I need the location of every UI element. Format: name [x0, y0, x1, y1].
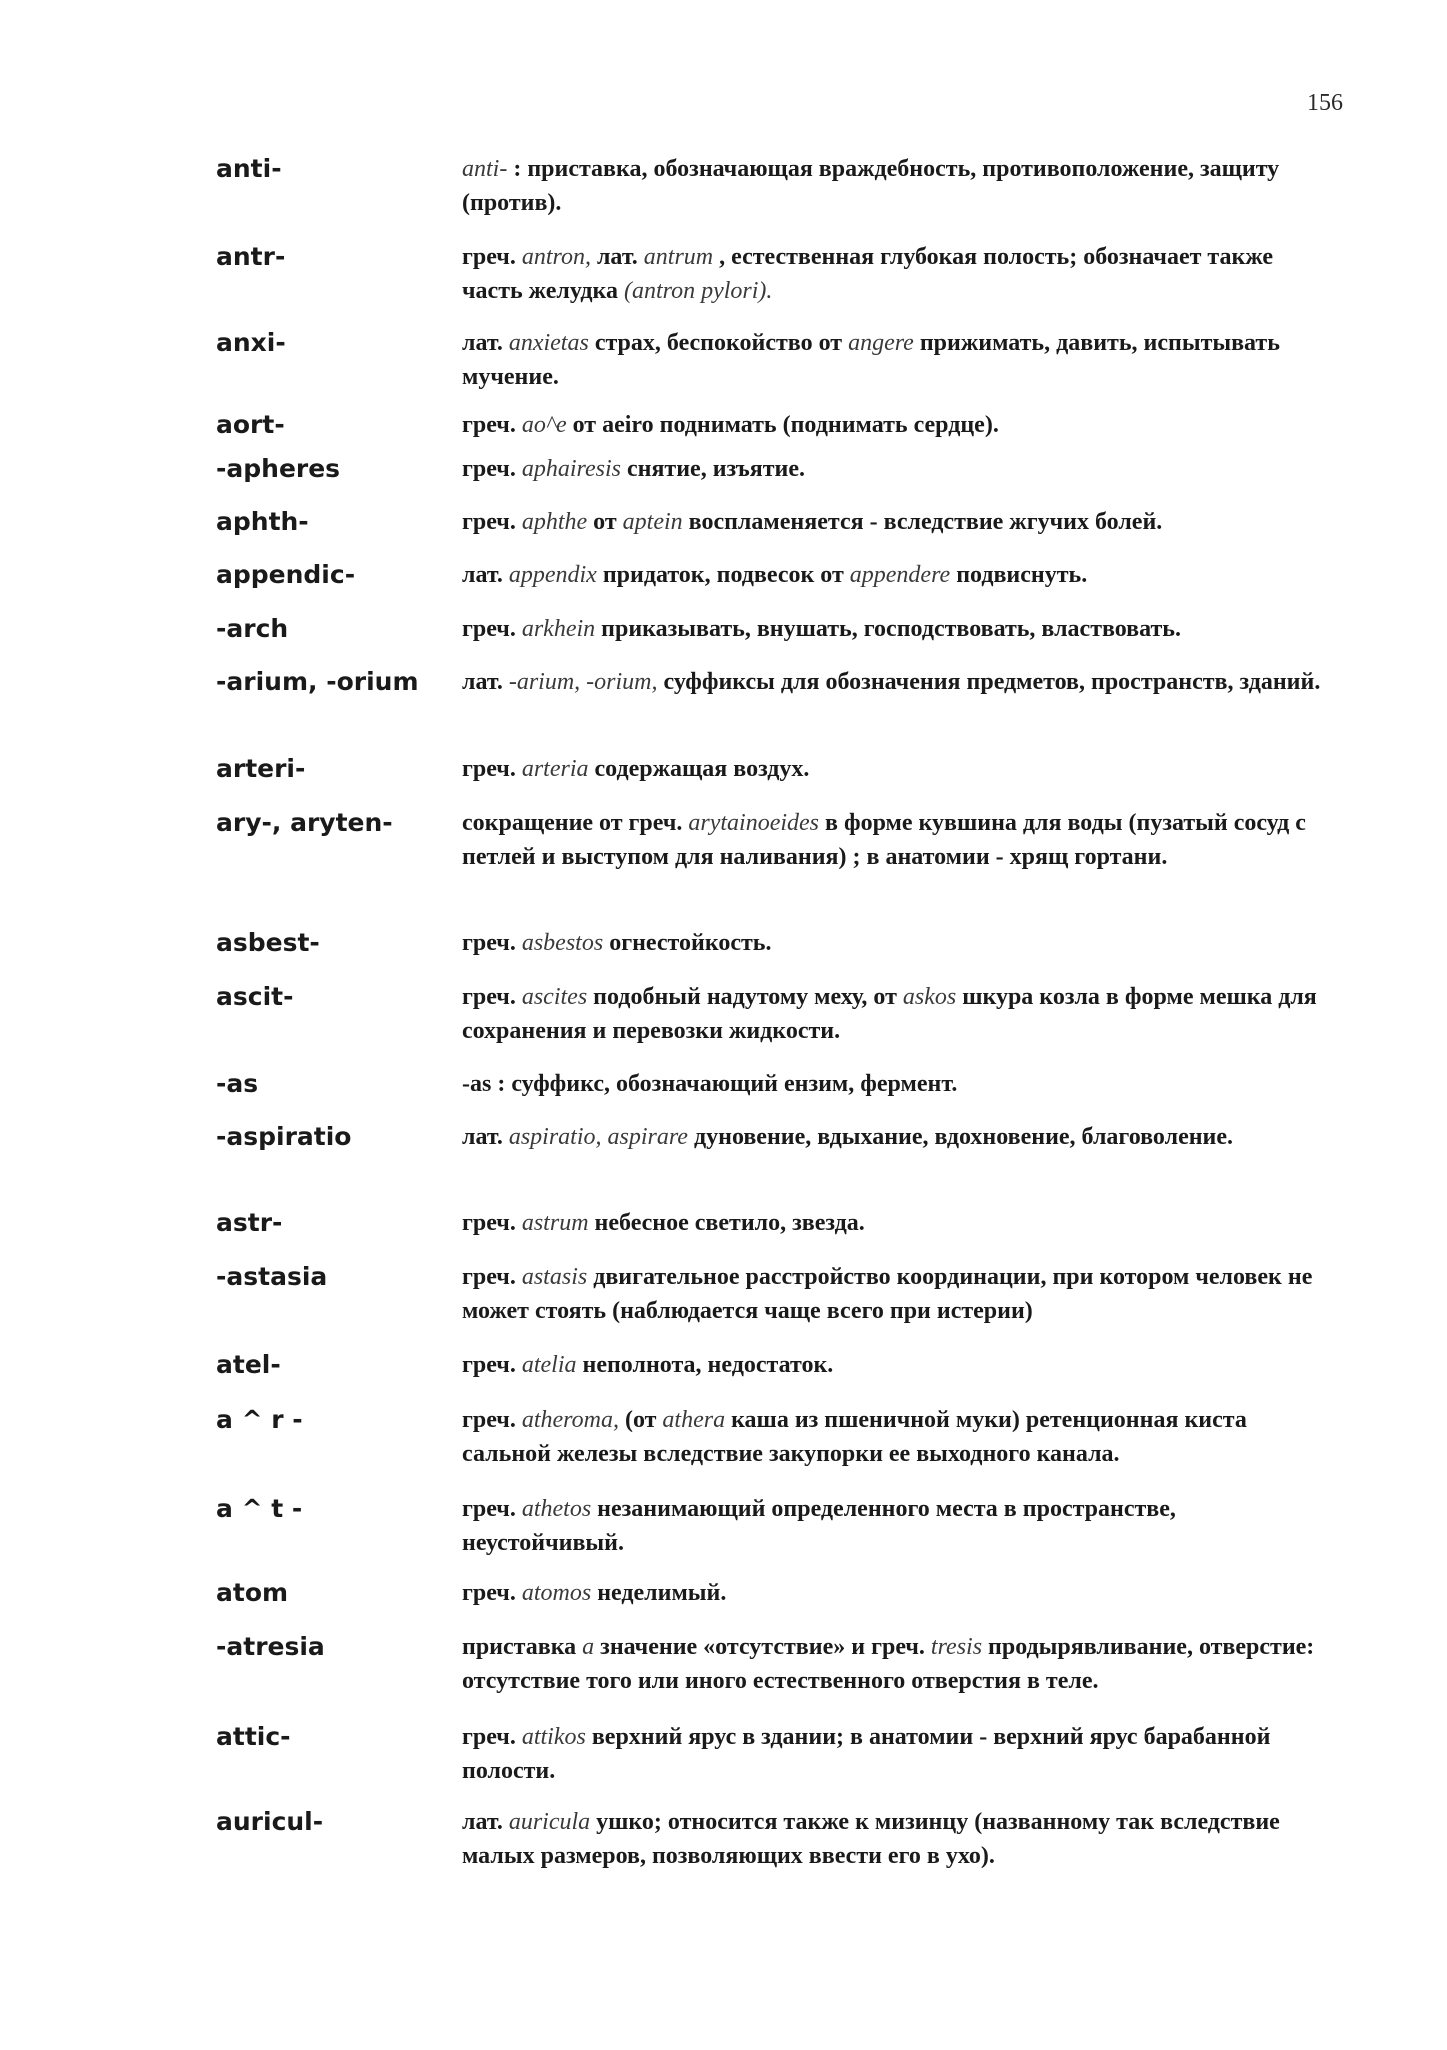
definition-text: в форме кувшина для воды (пузатый сосуд с петлей и выступом для наливания) ; в анатомии - хрящ гортани. [462, 810, 1306, 870]
definition-text: незанимающий определенного места в пространстве, неустойчивый. [462, 1496, 1176, 1556]
entry-term: asbest- [216, 928, 320, 957]
entry-term: -atresia [216, 1632, 325, 1661]
entry-definition [462, 408, 1326, 442]
entry-definition [462, 1805, 1326, 1873]
definition-text: воспламеняется - вследствие жгучих болей. [682, 509, 1163, 535]
entry-term: anxi- [216, 328, 286, 357]
definition-text: дуновение, вдыхание, вдохновение, благоволение. [687, 1124, 1234, 1150]
definition-italic-term: atomos [521, 1580, 592, 1606]
definition-italic-term: angere [848, 330, 914, 356]
definition-italic-term: asbestos [521, 930, 604, 956]
entry-definition [462, 1120, 1326, 1154]
definition-text: греч. [462, 616, 522, 642]
entry-definition [462, 558, 1326, 592]
entry-term: -arium, -orium [216, 667, 419, 696]
definition-text: греч. [462, 412, 522, 438]
definition-italic-term: arteria [521, 756, 589, 782]
definition-text: лат. [462, 669, 509, 695]
definition-text: лат. [462, 1809, 509, 1835]
definition-italic-term: arkhein [521, 616, 596, 642]
definition-text: греч. [462, 1210, 522, 1236]
definition-text: двигательное расстройство координации, при котором человек не может стоять (наблюдается чаще всего при истерии) [462, 1264, 1313, 1324]
entry-definition [462, 612, 1326, 646]
definition-italic-term: atelia [521, 1352, 577, 1378]
entry-definition [462, 1492, 1326, 1560]
definition-text: подвиснуть. [950, 562, 1088, 588]
definition-italic-term: aphthe [521, 509, 588, 535]
glossary-entry [216, 1576, 1326, 1610]
definition-text: от aeiro поднимать (поднимать сердце). [566, 412, 999, 438]
glossary-entry [216, 240, 1326, 308]
definition-text: греч. [462, 1724, 522, 1750]
definition-text: греч. [462, 509, 522, 535]
definition-text: греч. [462, 756, 522, 782]
definition-text: : приставка, обозначающая враждебность, противоположение, защиту (против). [462, 156, 1280, 216]
definition-italic-term: astasis [521, 1264, 588, 1290]
entry-definition [462, 1260, 1326, 1328]
entry-definition [462, 665, 1326, 699]
entry-term: arteri- [216, 754, 306, 783]
entry-term: atom [216, 1578, 289, 1607]
glossary-entry [216, 980, 1326, 1048]
entry-definition [462, 1348, 1326, 1382]
entry-term: a ^ t - [216, 1494, 303, 1523]
definition-text: приказывать, внушать, господствовать, властвовать. [595, 616, 1181, 642]
definition-text: -as : суффикс, обозначающий ензим, фермент. [462, 1071, 958, 1097]
entry-definition [462, 505, 1326, 539]
definition-text: небесное светило, звезда. [588, 1210, 865, 1236]
definition-text: греч. [462, 930, 522, 956]
entry-term: anti- [216, 154, 282, 183]
definition-text: придаток, подвесок от [596, 562, 850, 588]
definition-text: греч. [462, 1580, 522, 1606]
definition-italic-term: appendere [849, 562, 951, 588]
entry-term: a ^ r - [216, 1405, 303, 1434]
definition-italic-term: a [582, 1634, 595, 1660]
definition-text: лат. [590, 244, 644, 270]
entry-definition [462, 1403, 1326, 1471]
entry-term: antr- [216, 242, 286, 271]
entry-term: auricul- [216, 1807, 324, 1836]
definition-text: греч. [462, 1407, 522, 1433]
definition-text: от [587, 509, 623, 535]
glossary-entry [216, 926, 1326, 960]
definition-text: греч. [462, 984, 522, 1010]
definition-text: приставка [462, 1634, 583, 1660]
entry-definition [462, 1206, 1326, 1240]
glossary-entry [216, 1260, 1326, 1328]
definition-text: (от [618, 1407, 663, 1433]
definition-text: подобный надутому меху, от [587, 984, 903, 1010]
definition-text: прижимать, давить, испытывать мучение. [462, 330, 1280, 390]
definition-italic-term: athera [662, 1407, 726, 1433]
definition-italic-term: ascites [521, 984, 588, 1010]
entry-term: aort- [216, 410, 285, 439]
definition-italic-term: askos [902, 984, 957, 1010]
entry-term: -arch [216, 614, 289, 643]
glossary-entry [216, 612, 1326, 646]
glossary-entry [216, 1630, 1326, 1698]
definition-italic-term: tresis [930, 1634, 983, 1660]
definition-italic-term: anti- [462, 156, 508, 182]
definition-text: суффиксы для обозначения предметов, пространств, зданий. [657, 669, 1321, 695]
glossary-entry [216, 1206, 1326, 1240]
entry-term: astr- [216, 1208, 283, 1237]
definition-text: огнестойкость. [603, 930, 772, 956]
definition-text: лат. [462, 562, 509, 588]
definition-text: страх, беспокойство от [588, 330, 849, 356]
definition-text: продырявливание, отверстие: отсутствие того или иного естественного отверстия в теле. [462, 1634, 1315, 1694]
entry-definition [462, 926, 1326, 960]
definition-text: , естественная глубокая полость; обозначает также часть желудка [462, 244, 1274, 304]
glossary-entry [216, 452, 1326, 486]
entry-term: aphth- [216, 507, 309, 536]
definition-text: значение «отсутствие» и греч. [594, 1634, 931, 1660]
definition-italic-term: aphairesis [521, 456, 621, 482]
entry-definition [462, 452, 1326, 486]
definition-italic-term: appendix [508, 562, 597, 588]
definition-italic-term: anxietas [508, 330, 589, 356]
definition-italic-term: ao^e [521, 412, 567, 438]
glossary-entry [216, 1720, 1326, 1788]
definition-text: снятие, изъятие. [620, 456, 806, 482]
glossary-entry [216, 1348, 1326, 1382]
entry-term: -astasia [216, 1262, 328, 1291]
entry-term: -apheres [216, 454, 341, 483]
glossary-entry [216, 558, 1326, 592]
definition-italic-term: -arium, -orium, [508, 669, 658, 695]
glossary-entry [216, 1067, 1326, 1101]
glossary-entry [216, 505, 1326, 539]
glossary-entry [216, 1120, 1326, 1154]
entry-definition [462, 1630, 1326, 1698]
definition-text: сокращение от греч. [462, 810, 689, 836]
definition-text: ушко; относится также к мизинцу (названному так вследствие малых размеров, позволяющих ввести его в ухо). [462, 1809, 1280, 1869]
glossary-entry [216, 1403, 1326, 1471]
definition-text: неполнота, недостаток. [576, 1352, 834, 1378]
entry-definition [462, 752, 1326, 786]
glossary-entry [216, 752, 1326, 786]
entry-term: appendic- [216, 560, 356, 589]
glossary-entry [216, 326, 1326, 394]
entry-definition [462, 806, 1326, 874]
entry-definition [462, 1720, 1326, 1788]
glossary-entry [216, 1805, 1326, 1873]
entry-term: ascit- [216, 982, 294, 1011]
definition-text: греч. [462, 1352, 522, 1378]
definition-text: греч. [462, 1496, 522, 1522]
entry-definition [462, 326, 1326, 394]
definition-text: неделимый. [591, 1580, 727, 1606]
entry-definition [462, 1576, 1326, 1610]
definition-text: каша из пшеничной муки) ретенционная киста сальной железы вследствие закупорки ее выходного канала. [462, 1407, 1247, 1467]
glossary-entry [216, 665, 1326, 699]
entry-term: -aspiratio [216, 1122, 352, 1151]
definition-italic-term: (antron pylori). [623, 278, 773, 304]
entry-definition [462, 1067, 1326, 1101]
definition-italic-term: aptein [622, 509, 683, 535]
page-number: 156 [1307, 90, 1343, 116]
entry-term: -as [216, 1069, 259, 1098]
glossary-entry [216, 152, 1326, 220]
definition-text: шкура козла в форме мешка для сохранения и перевозки жидкости. [462, 984, 1317, 1044]
definition-text: греч. [462, 1264, 522, 1290]
definition-italic-term: astrum [521, 1210, 589, 1236]
definition-italic-term: antrum [643, 244, 714, 270]
glossary-entry [216, 408, 1326, 442]
definition-italic-term: aspiratio, aspirare [508, 1124, 688, 1150]
definition-italic-term: arytainoeides [688, 810, 819, 836]
definition-text: греч. [462, 456, 522, 482]
definition-text: верхний ярус в здании; в анатомии - верхний ярус барабанной полости. [462, 1724, 1271, 1784]
glossary-entry [216, 1492, 1326, 1560]
definition-italic-term: attikos [521, 1724, 586, 1750]
definition-italic-term: antron, [521, 244, 591, 270]
entry-definition [462, 240, 1326, 308]
definition-italic-term: athetos [521, 1496, 592, 1522]
definition-text: содержащая воздух. [588, 756, 810, 782]
glossary-entry [216, 806, 1326, 874]
definition-text: лат. [462, 1124, 509, 1150]
definition-text: лат. [462, 330, 509, 356]
entry-definition [462, 980, 1326, 1048]
entry-term: atel- [216, 1350, 281, 1379]
definition-italic-term: auricula [508, 1809, 591, 1835]
entry-term: attic- [216, 1722, 291, 1751]
entry-definition [462, 152, 1326, 220]
definition-italic-term: atheroma, [521, 1407, 619, 1433]
definition-text: греч. [462, 244, 522, 270]
entry-term: ary-, aryten- [216, 808, 393, 837]
